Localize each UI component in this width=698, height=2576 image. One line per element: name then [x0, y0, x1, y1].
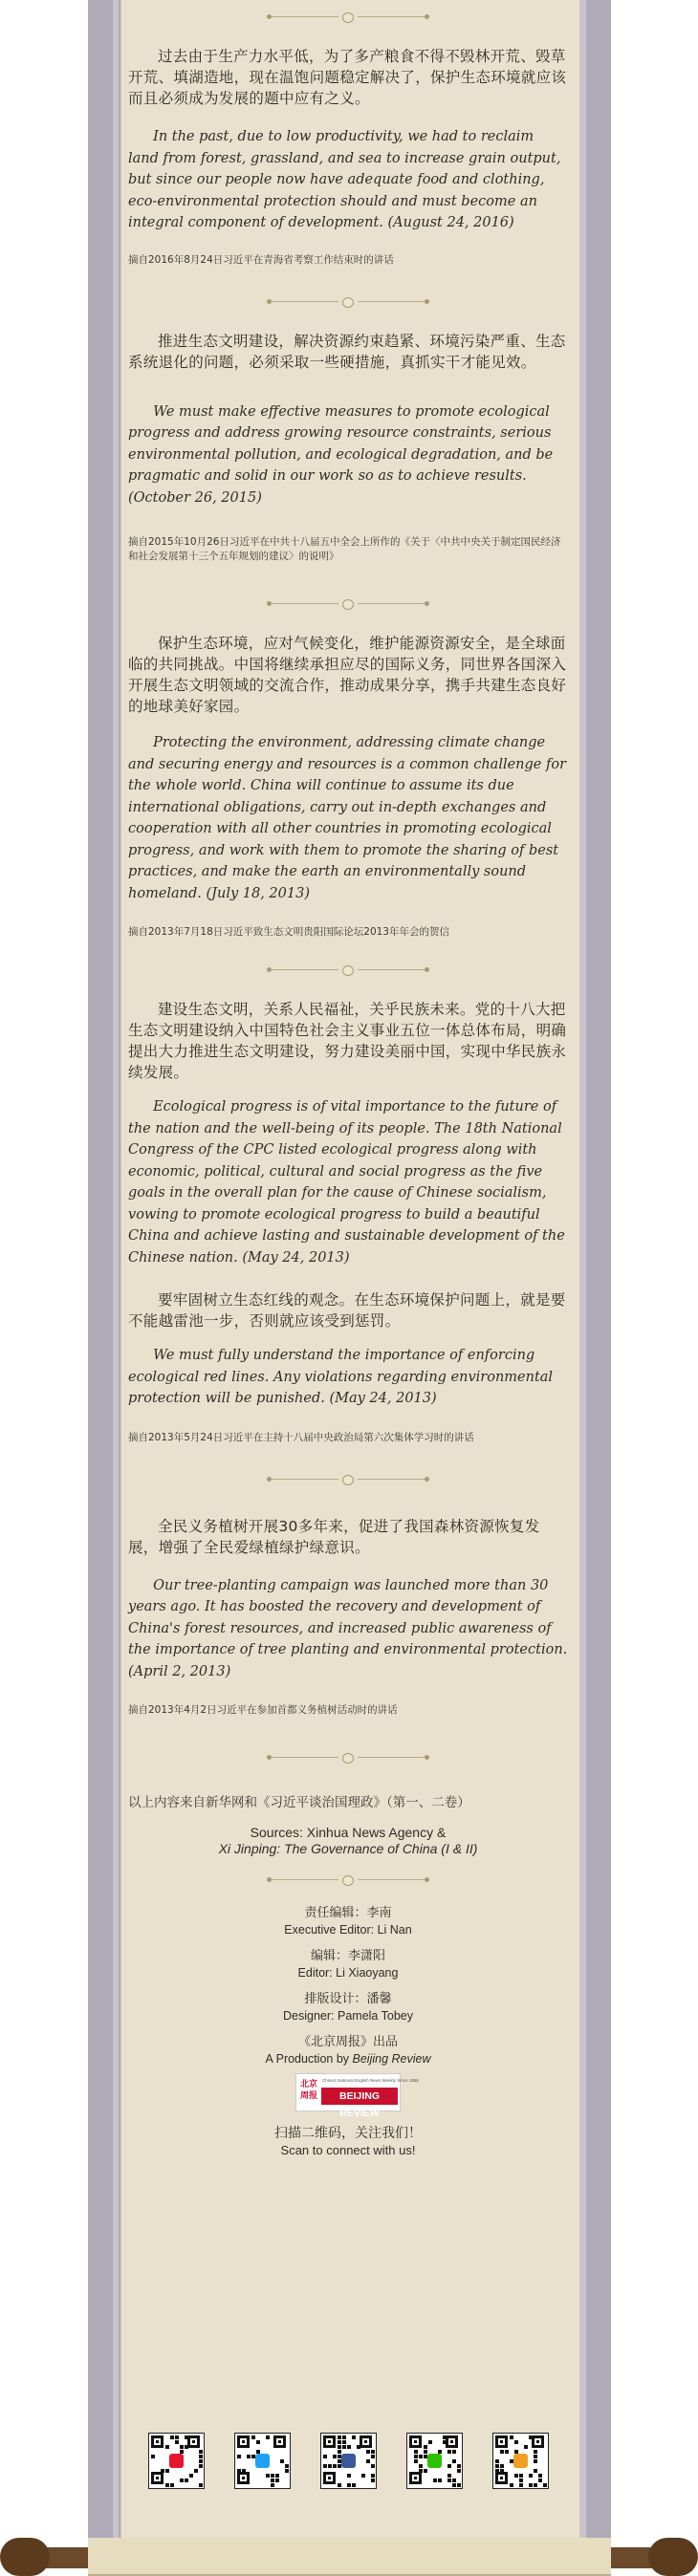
qr-module [347, 2483, 351, 2487]
quote-source: 摘自2013年7月18日习近平致生态文明贵阳国际论坛2013年年会的贺信 [128, 926, 449, 938]
quote-cn: 全民义务植树开展30多年来，促进了我国森林资源恢复发展，增强了全民爱绿植绿护绿意识。 [128, 1517, 540, 1556]
qr-module [433, 2479, 437, 2482]
logo-en: BEIJING REVIEW [321, 2088, 398, 2105]
production-cn: 《北京周报》出品 [297, 2035, 398, 2049]
qr-module [529, 2435, 533, 2439]
qr-finder-core [328, 2440, 331, 2443]
quote-source: 摘自2013年4月2日习近平在参加首都义务植树活动时的讲话 [128, 1704, 398, 1716]
qr-module [175, 2435, 179, 2439]
qr-module [447, 2479, 451, 2482]
qr-module [538, 2474, 542, 2478]
qr-module [524, 2445, 528, 2449]
qr-finder-pattern [495, 2435, 508, 2448]
sources-en-line1: Sources: Xinhua News Agency & [250, 1825, 447, 1840]
qr-module [534, 2455, 537, 2458]
quote-source: 摘自2015年10月26日习近平在中共十八届五中全会上所作的《关于〈中共中央关于制定国民经济和社会发展第十三个五年规划的建议〉的说明》 [128, 536, 561, 562]
qr-module [199, 2455, 203, 2458]
qr-module [199, 2450, 203, 2454]
qr-module [428, 2440, 432, 2444]
qr-module [165, 2469, 169, 2473]
qr-module [342, 2440, 346, 2444]
roller-knob-left [0, 2538, 50, 2576]
divider [128, 10, 568, 25]
designer-en: Designer: Pamela Tobey [283, 2009, 413, 2023]
qr-finder-core [156, 2440, 159, 2443]
quote-cn: 建设生态文明，关系人民福祉，关乎民族未来。党的十八大把生态文明建设纳入中国特色社会主义事业五位一体总体布局，明确提出大力推进生态文明建设，努力建设美丽中国，实现中华民族永续发展。 [128, 1001, 567, 1081]
qr-module [347, 2445, 351, 2449]
qr-module [419, 2469, 423, 2473]
roller-cloth [88, 2538, 611, 2576]
qr-module [357, 2445, 360, 2449]
qr-module [170, 2435, 174, 2439]
qr-code[interactable] [406, 2433, 463, 2489]
qr-module [457, 2483, 461, 2487]
qr-finder-core [450, 2440, 453, 2443]
qr-module [447, 2474, 451, 2478]
quote-en: In the past, due to low productivity, we had to reclaim land from forest, grassland, and sea to increase grain output, but since our people now have adequate food and clothing, eco-environmental protection should and must become an integral component of development. (August 24, 2016) [128, 129, 561, 230]
qr-finder-core [192, 2440, 195, 2443]
qr-module [534, 2469, 537, 2473]
qr-finder-core [536, 2440, 539, 2443]
scroll-rail-right [578, 0, 611, 2543]
qr-module [342, 2435, 346, 2439]
qr-code[interactable] [148, 2433, 205, 2489]
qr-code[interactable] [234, 2433, 291, 2489]
qr-finder-core [500, 2440, 503, 2443]
production-en-prefix: A Production by [265, 2052, 353, 2066]
qr-module [443, 2435, 447, 2439]
qr-finder-core [414, 2477, 417, 2479]
qr-module [185, 2479, 188, 2482]
divider [128, 1472, 568, 1487]
qr-finder-pattern [237, 2472, 250, 2484]
qr-module [514, 2474, 518, 2478]
qr-finder-pattern [360, 2435, 372, 2448]
qr-finder-pattern [409, 2472, 422, 2484]
qr-finder-pattern [446, 2435, 458, 2448]
qr-finder-core [242, 2477, 245, 2479]
qr-module [371, 2450, 375, 2454]
qr-module [371, 2455, 375, 2458]
qr-finder-core [328, 2477, 331, 2479]
production-en [128, 2051, 568, 2067]
qr-finder-pattern [151, 2472, 164, 2484]
qr-finder-pattern [237, 2435, 250, 2448]
wechat-icon [427, 2454, 442, 2468]
logo-cn: 北京周报 [299, 2080, 317, 2101]
qr-module [165, 2483, 169, 2487]
scroll-content [128, 0, 568, 2158]
qr-module [237, 2455, 241, 2458]
qr-module [333, 2464, 337, 2468]
qr-module [447, 2450, 451, 2454]
qr-module [185, 2445, 188, 2449]
logo-tagline: China's National English News Weekly Since 1958 [322, 2078, 419, 2083]
qr-module [519, 2479, 523, 2482]
app-icon [513, 2454, 528, 2468]
qr-module [256, 2440, 260, 2444]
qr-module [271, 2483, 274, 2487]
qr-module [424, 2450, 427, 2454]
qr-module [237, 2469, 241, 2473]
divider [128, 1872, 568, 1888]
qr-module [347, 2474, 351, 2478]
scan-cn: 扫描二维码，关注我们！ [274, 2126, 422, 2141]
production-en-name: Beijing Review [352, 2052, 431, 2066]
qr-module [271, 2474, 274, 2478]
qr-module [510, 2435, 513, 2439]
scan-en: Scan to connect with us! [280, 2143, 416, 2157]
qr-module [338, 2435, 341, 2439]
qr-module [266, 2435, 270, 2439]
qr-module [447, 2464, 451, 2468]
qr-module [424, 2469, 427, 2473]
editor-en: Editor: Li Xiaoyang [297, 1966, 399, 1980]
quote-en: Protecting the environment, addressing climate change and securing energy and resources is a common challenge for the whole world. China will continue to assume its due international obligations, carry out in-depth exchanges and cooperation with all other countries in promoting ecological progress, and work with them to promote the sharing of best practices, and make the earth an environmentally sound homeland. (July 18, 2013) [128, 735, 567, 901]
qr-module [251, 2435, 255, 2439]
qr-module [165, 2445, 169, 2449]
weibo-icon [169, 2454, 184, 2468]
quote-en: We must make effective measures to promote ecological progress and address growing resource constraints, serious environmental pollution, and ecological degradation, and be pragmatic and solid in our work so as to achieve results. (October 26, 2015) [128, 403, 554, 506]
qr-finder-pattern [532, 2435, 544, 2448]
executive-editor-en: Executive Editor: Li Nan [284, 1923, 412, 1937]
qr-module [352, 2435, 356, 2439]
divider [128, 963, 568, 978]
qr-finder-core [242, 2440, 245, 2443]
qr-module [419, 2464, 423, 2468]
qr-module [266, 2474, 270, 2478]
qr-module [275, 2474, 279, 2478]
qr-finder-pattern [273, 2435, 286, 2448]
qr-module [328, 2464, 332, 2468]
qr-module [271, 2479, 274, 2482]
quote-cn: 推进生态文明建设，解决资源约束趋紧、环境污染严重、生态系统退化的问题，必须采取一些硬措施，真抓实干才能见效。 [128, 332, 566, 371]
credits [128, 1905, 568, 2158]
qr-module [457, 2469, 461, 2473]
twitter-icon [255, 2454, 270, 2468]
qr-module [189, 2474, 193, 2478]
qr-module [538, 2479, 542, 2482]
qr-module [414, 2450, 418, 2454]
qr-module [199, 2464, 203, 2468]
scroll-roller [0, 2538, 698, 2576]
qr-module [285, 2464, 289, 2468]
qr-module [500, 2469, 504, 2473]
divider [128, 1750, 568, 1765]
qr-module [338, 2450, 341, 2454]
qr-module [419, 2455, 423, 2458]
sources-cn: 以上内容来自新华网和《习近平谈治国理政》（第一、二卷） [128, 1795, 470, 1810]
divider [128, 596, 568, 612]
qr-code[interactable] [492, 2433, 549, 2489]
qr-module [529, 2474, 533, 2478]
quote-cn-2: 要牢固树立生态红线的观念。在生态环境保护问题上，就是要不能越雷池一步，否则就应该受到惩罚。 [128, 1291, 566, 1330]
qr-module [280, 2459, 284, 2463]
qr-module [175, 2440, 179, 2444]
qr-module [323, 2464, 327, 2468]
qr-module [194, 2469, 198, 2473]
qr-module [185, 2435, 188, 2439]
qr-module [505, 2450, 509, 2454]
qr-module [534, 2483, 537, 2487]
qr-module [338, 2483, 341, 2487]
quote-en: Our tree-planting campaign was launched more than 30 years ago. It has boosted the recovery and development of China's forest resources, and increased public awareness of the importance of tree planting and environmental protection. (April 2, 2013) [128, 1577, 568, 1679]
qr-module [510, 2483, 513, 2487]
beijing-review-logo[interactable] [295, 2073, 419, 2119]
quote-en-2: We must fully understand the importance of enforcing ecological red lines. Any violations regarding environmental protection will be punished. (May 24, 2013) [128, 1348, 554, 1406]
qr-module [361, 2474, 365, 2478]
designer-cn: 排版设计：潘馨 [304, 1992, 392, 2006]
qr-module [519, 2474, 523, 2478]
qr-module [500, 2450, 504, 2454]
qr-module [333, 2455, 337, 2458]
qr-module [323, 2455, 327, 2458]
qr-module [366, 2459, 370, 2463]
qr-module [352, 2483, 356, 2487]
qr-module [338, 2445, 341, 2449]
qr-module [275, 2479, 279, 2482]
qr-module [342, 2445, 346, 2449]
quote-source: 摘自2016年8月24日习近平在青海省考察工作结束时的讲话 [128, 253, 394, 266]
qr-module [247, 2455, 251, 2458]
qr-module [543, 2483, 547, 2487]
qr-module [457, 2464, 461, 2468]
qr-finder-pattern [323, 2435, 336, 2448]
qr-module [534, 2450, 537, 2454]
qr-module [438, 2479, 442, 2482]
qr-module [170, 2483, 174, 2487]
qr-finder-core [156, 2477, 159, 2479]
quote-cn: 保护生态环境，应对气候变化，维护能源资源安全，是全球面临的共同挑战。中国将继续承担应尽的国际义务，同世界各国深入开展生态文明领域的交流合作，推动成果分享，携手共建生态良好的地球美好家园。 [128, 635, 567, 715]
qr-code[interactable] [320, 2433, 377, 2489]
qr-module [452, 2459, 456, 2463]
qr-module [371, 2474, 375, 2478]
qr-module [199, 2459, 203, 2463]
executive-editor-cn: 责任编辑：李南 [304, 1906, 392, 1920]
sources-en-line2: Xi Jinping: The Governance of China (I & II) [218, 1841, 478, 1856]
qr-module [500, 2464, 504, 2468]
qr-module [371, 2464, 375, 2468]
qr-module [452, 2479, 456, 2482]
qr-finder-core [500, 2477, 503, 2479]
qr-module [161, 2469, 164, 2473]
quote-en: Ecological progress is of vital importance to the future of the nation and the well-being of its people. The 18th National Congress of the CPC listed ecological progress along with economic, political, cultural and social progress as the five goals in the overall plan for the cause of Chinese socialism, vowing to promote ecological progress to build a beautiful China and achieve lasting and sustainable development of the Chinese nation. (May 24, 2013) [128, 1099, 565, 1266]
qr-module [519, 2483, 523, 2487]
facebook-icon [341, 2454, 356, 2468]
qr-module [443, 2440, 447, 2444]
qr-module [534, 2459, 537, 2463]
qr-module [414, 2455, 418, 2458]
qr-module [495, 2469, 499, 2473]
qr-module [495, 2459, 499, 2463]
roller-knob-right [648, 2538, 698, 2576]
qr-module [371, 2479, 375, 2482]
qr-module [199, 2483, 203, 2487]
qr-finder-pattern [323, 2472, 336, 2484]
qr-finder-core [414, 2440, 417, 2443]
qr-finder-pattern [495, 2472, 508, 2484]
qr-module [424, 2445, 427, 2449]
qr-module [151, 2455, 155, 2458]
qr-finder-pattern [409, 2435, 422, 2448]
qr-finder-pattern [187, 2435, 200, 2448]
qr-module [529, 2483, 533, 2487]
editor-cn: 编辑：李潇阳 [310, 1949, 385, 1963]
quote-cn: 过去由于生产力水平低，为了多产粮食不得不毁林开荒、毁草开荒、填湖造地，现在温饱问题稳定解决了，保护生态环境就应该而且必须成为发展的题中应有之义。 [128, 48, 567, 107]
qr-module [495, 2464, 499, 2468]
qr-module [452, 2450, 456, 2454]
qr-module [414, 2459, 418, 2463]
qr-finder-pattern [151, 2435, 164, 2448]
qr-module [180, 2479, 184, 2482]
qr-finder-core [364, 2440, 367, 2443]
qr-module [514, 2440, 518, 2444]
qr-module [285, 2469, 289, 2473]
scroll-rail-left [88, 0, 120, 2543]
qr-module [452, 2483, 456, 2487]
qr-module [180, 2445, 184, 2449]
qr-module [338, 2440, 341, 2444]
divider [128, 294, 568, 310]
qr-finder-core [278, 2440, 281, 2443]
qr-module [242, 2469, 246, 2473]
qr-module [366, 2450, 370, 2454]
quote-source: 摘自2013年5月24日习近平在主持十八届中央政治局第六次集体学习时的讲话 [128, 1431, 474, 1443]
